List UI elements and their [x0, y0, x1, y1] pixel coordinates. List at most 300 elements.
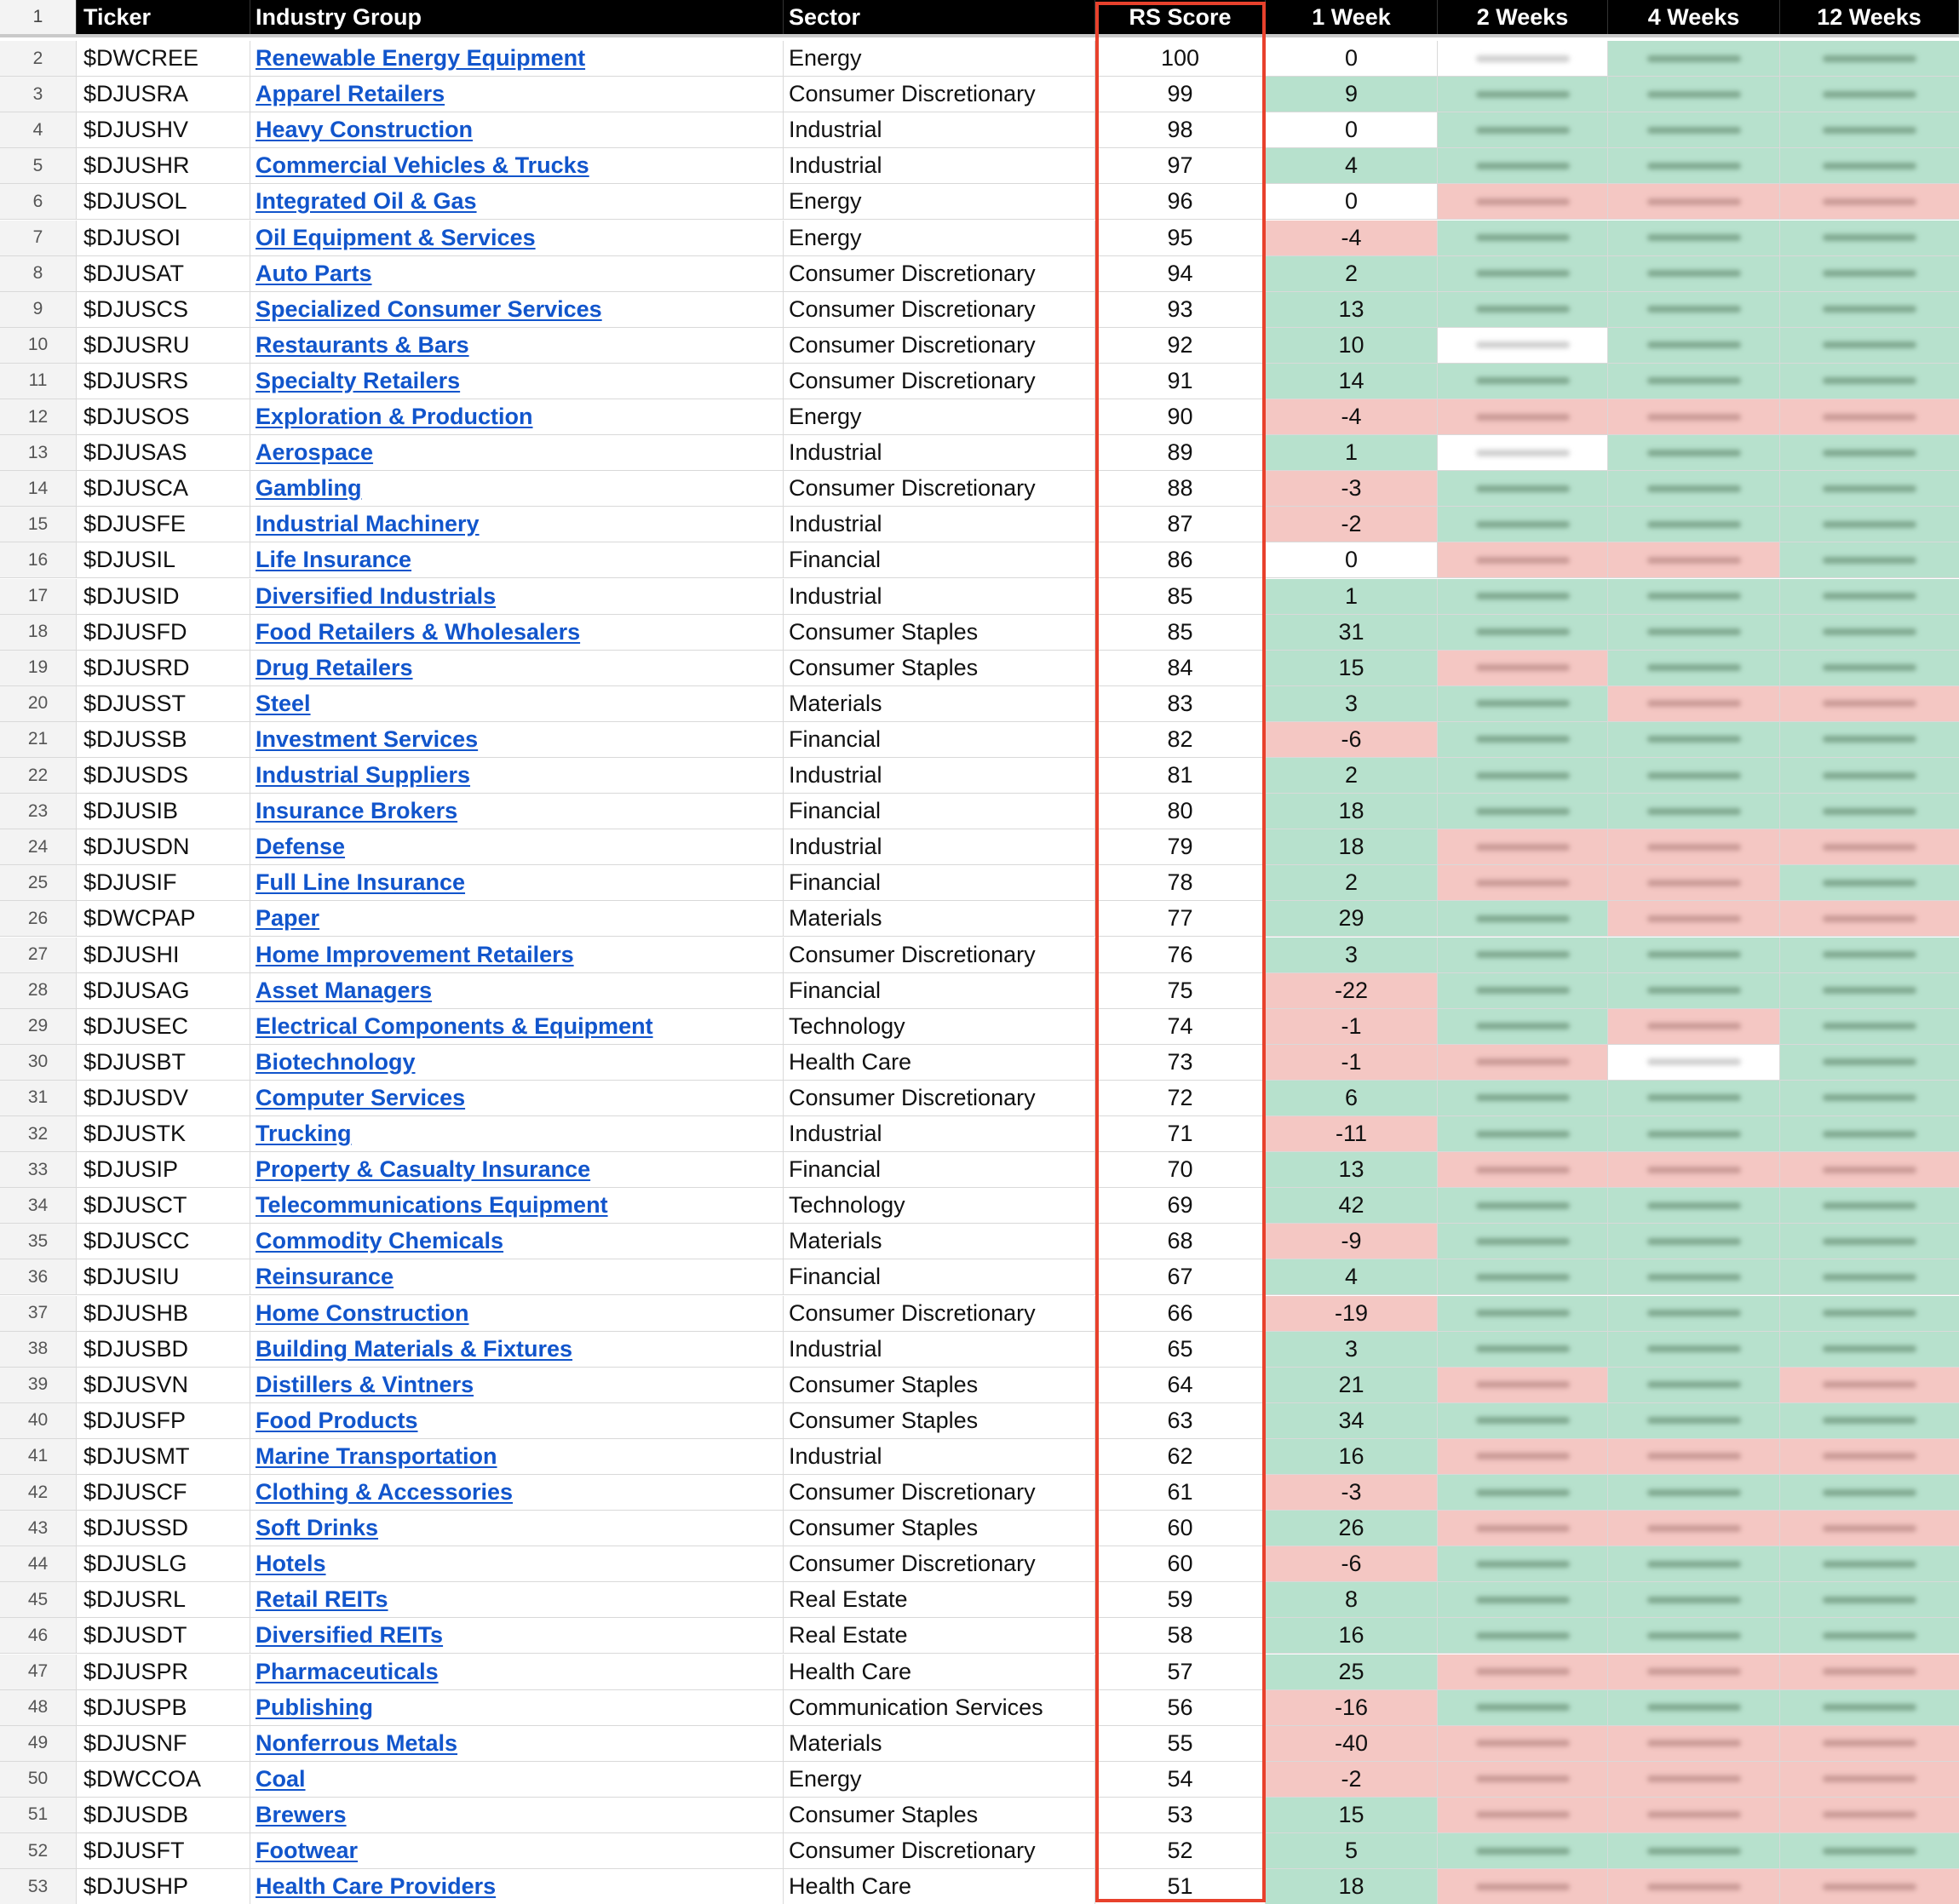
ticker-cell[interactable]: $DJUSBD — [77, 1332, 250, 1368]
week4-change-cell[interactable] — [1608, 938, 1780, 973]
sector-cell[interactable]: Consumer Staples — [784, 1511, 1095, 1546]
rs-score-cell[interactable]: 51 — [1095, 1869, 1266, 1904]
row-number[interactable]: 30 — [0, 1045, 77, 1081]
rs-score-cell[interactable]: 98 — [1095, 112, 1266, 148]
week1-change-cell[interactable]: 18 — [1266, 829, 1438, 865]
row-number[interactable]: 35 — [0, 1224, 77, 1259]
week2-change-cell[interactable] — [1438, 221, 1608, 256]
industry-group-cell[interactable] — [250, 651, 784, 686]
row-number-header[interactable]: 1 — [0, 0, 77, 34]
ticker-cell[interactable]: $DJUSDB — [77, 1798, 250, 1833]
industry-group-cell[interactable] — [250, 1009, 784, 1045]
week4-change-cell[interactable] — [1608, 829, 1780, 865]
sector-cell[interactable]: Financial — [784, 865, 1095, 901]
row-number[interactable]: 2 — [0, 41, 77, 77]
week12-change-cell[interactable] — [1780, 77, 1959, 112]
industry-group-link[interactable]: Trucking — [256, 1121, 352, 1147]
row-number[interactable]: 36 — [0, 1259, 77, 1295]
week12-change-cell[interactable] — [1780, 1762, 1959, 1798]
week12-change-cell[interactable] — [1780, 901, 1959, 937]
industry-group-cell[interactable] — [250, 112, 784, 148]
industry-group-cell[interactable] — [250, 471, 784, 507]
sector-cell[interactable]: Industrial — [784, 507, 1095, 542]
rs-score-cell[interactable]: 73 — [1095, 1045, 1266, 1081]
industry-group-cell[interactable] — [250, 41, 784, 77]
ticker-cell[interactable]: $DJUSIF — [77, 865, 250, 901]
ticker-cell[interactable]: $DJUSCT — [77, 1188, 250, 1224]
rs-score-cell[interactable]: 59 — [1095, 1582, 1266, 1618]
week4-change-cell[interactable] — [1608, 364, 1780, 399]
rs-score-cell[interactable]: 72 — [1095, 1081, 1266, 1116]
ticker-cell[interactable]: $DJUSAS — [77, 435, 250, 471]
ticker-cell[interactable]: $DJUSCC — [77, 1224, 250, 1259]
sector-cell[interactable]: Materials — [784, 686, 1095, 722]
sector-cell[interactable]: Consumer Discretionary — [784, 471, 1095, 507]
ticker-cell[interactable]: $DJUSCF — [77, 1475, 250, 1511]
rs-score-cell[interactable]: 53 — [1095, 1798, 1266, 1833]
row-number[interactable]: 32 — [0, 1116, 77, 1152]
week12-change-cell[interactable] — [1780, 1690, 1959, 1726]
week2-change-cell[interactable] — [1438, 1475, 1608, 1511]
industry-group-cell[interactable] — [250, 579, 784, 615]
row-number[interactable]: 4 — [0, 112, 77, 148]
week1-change-cell[interactable]: 13 — [1266, 1152, 1438, 1188]
industry-group-link[interactable]: Publishing — [256, 1694, 373, 1720]
week1-change-cell[interactable]: 1 — [1266, 579, 1438, 615]
industry-group-cell[interactable] — [250, 794, 784, 829]
week2-change-cell[interactable] — [1438, 1439, 1608, 1475]
industry-group-link[interactable]: Specialty Retailers — [256, 367, 461, 393]
industry-group-cell[interactable] — [250, 1188, 784, 1224]
industry-group-link[interactable]: Distillers & Vintners — [256, 1371, 474, 1397]
week1-change-cell[interactable]: 3 — [1266, 1332, 1438, 1368]
week12-change-cell[interactable] — [1780, 1259, 1959, 1295]
week2-change-cell[interactable] — [1438, 1116, 1608, 1152]
row-number[interactable]: 33 — [0, 1152, 77, 1188]
industry-group-cell[interactable] — [250, 1618, 784, 1654]
industry-group-cell[interactable] — [250, 256, 784, 292]
ticker-cell[interactable]: $DJUSRS — [77, 364, 250, 399]
ticker-cell[interactable]: $DJUSIU — [77, 1259, 250, 1295]
week2-change-cell[interactable] — [1438, 1152, 1608, 1188]
industry-group-cell[interactable] — [250, 1582, 784, 1618]
industry-group-cell[interactable] — [250, 1224, 784, 1259]
week4-change-cell[interactable] — [1608, 1009, 1780, 1045]
industry-group-cell[interactable] — [250, 1116, 784, 1152]
week1-column-header[interactable]: 1 Week — [1266, 0, 1438, 34]
week4-change-cell[interactable] — [1608, 1511, 1780, 1546]
industry-group-link[interactable]: Exploration & Production — [256, 404, 533, 430]
industry-group-cell[interactable] — [250, 1045, 784, 1081]
week2-change-cell[interactable] — [1438, 1009, 1608, 1045]
rs-score-cell[interactable]: 69 — [1095, 1188, 1266, 1224]
sector-cell[interactable]: Materials — [784, 1224, 1095, 1259]
week12-change-cell[interactable] — [1780, 1368, 1959, 1403]
ticker-cell[interactable]: $DJUSSD — [77, 1511, 250, 1546]
rs-score-cell[interactable]: 75 — [1095, 973, 1266, 1009]
ticker-cell[interactable]: $DJUSAT — [77, 256, 250, 292]
rs-score-cell[interactable]: 63 — [1095, 1403, 1266, 1439]
week12-change-cell[interactable] — [1780, 542, 1959, 578]
industry-group-link[interactable]: Computer Services — [256, 1084, 466, 1110]
rs-score-cell[interactable]: 60 — [1095, 1511, 1266, 1546]
rs-score-cell[interactable]: 90 — [1095, 399, 1266, 435]
week2-change-cell[interactable] — [1438, 1224, 1608, 1259]
industry-group-link[interactable]: Property & Casualty Insurance — [256, 1156, 591, 1183]
industry-group-link[interactable]: Insurance Brokers — [256, 798, 458, 824]
industry-group-link[interactable]: Reinsurance — [256, 1264, 394, 1290]
sector-cell[interactable]: Consumer Discretionary — [784, 292, 1095, 328]
row-number[interactable]: 49 — [0, 1726, 77, 1762]
week4-change-cell[interactable] — [1608, 507, 1780, 542]
sector-cell[interactable]: Consumer Discretionary — [784, 1475, 1095, 1511]
week2-change-cell[interactable] — [1438, 1368, 1608, 1403]
industry-group-link[interactable]: Integrated Oil & Gas — [256, 188, 477, 215]
week1-change-cell[interactable]: 4 — [1266, 148, 1438, 184]
rs-score-cell[interactable]: 64 — [1095, 1368, 1266, 1403]
rs-score-cell[interactable]: 57 — [1095, 1655, 1266, 1690]
week1-change-cell[interactable]: 2 — [1266, 865, 1438, 901]
sector-cell[interactable]: Health Care — [784, 1869, 1095, 1904]
industry-group-link[interactable]: Food Retailers & Wholesalers — [256, 618, 581, 645]
week2-change-cell[interactable] — [1438, 435, 1608, 471]
rs-score-cell[interactable]: 84 — [1095, 651, 1266, 686]
rs-score-cell[interactable]: 62 — [1095, 1439, 1266, 1475]
industry-group-link[interactable]: Steel — [256, 690, 311, 716]
rs-score-cell[interactable]: 88 — [1095, 471, 1266, 507]
week4-change-cell[interactable] — [1608, 1368, 1780, 1403]
industry-group-cell[interactable] — [250, 221, 784, 256]
week1-change-cell[interactable]: 5 — [1266, 1833, 1438, 1869]
industry-group-cell[interactable] — [250, 1332, 784, 1368]
industry-group-link[interactable]: Marine Transportation — [256, 1442, 497, 1469]
week4-change-cell[interactable] — [1608, 1081, 1780, 1116]
week12-change-cell[interactable] — [1780, 829, 1959, 865]
industry-group-link[interactable]: Biotechnology — [256, 1048, 416, 1075]
rs-score-cell[interactable]: 86 — [1095, 542, 1266, 578]
week2-change-cell[interactable] — [1438, 256, 1608, 292]
week1-change-cell[interactable]: 14 — [1266, 364, 1438, 399]
industry-group-link[interactable]: Specialized Consumer Services — [256, 295, 602, 322]
rs-score-cell[interactable]: 92 — [1095, 328, 1266, 364]
week2-change-cell[interactable] — [1438, 542, 1608, 578]
rs-score-cell[interactable]: 52 — [1095, 1833, 1266, 1869]
ticker-cell[interactable]: $DJUSOL — [77, 184, 250, 220]
week1-change-cell[interactable]: 2 — [1266, 256, 1438, 292]
row-number[interactable]: 26 — [0, 901, 77, 937]
sector-cell[interactable]: Consumer Discretionary — [784, 77, 1095, 112]
row-number[interactable]: 38 — [0, 1332, 77, 1368]
sector-cell[interactable]: Energy — [784, 1762, 1095, 1798]
week1-change-cell[interactable]: 42 — [1266, 1188, 1438, 1224]
industry-group-link[interactable]: Investment Services — [256, 725, 479, 752]
rs-score-cell[interactable]: 87 — [1095, 507, 1266, 542]
industry-group-link[interactable]: Coal — [256, 1765, 306, 1792]
week2-change-cell[interactable] — [1438, 579, 1608, 615]
ticker-cell[interactable]: $DJUSRL — [77, 1582, 250, 1618]
week2-column-header[interactable]: 2 Weeks — [1438, 0, 1608, 34]
ticker-cell[interactable]: $DJUSMT — [77, 1439, 250, 1475]
ticker-cell[interactable]: $DJUSEC — [77, 1009, 250, 1045]
ticker-cell[interactable]: $DJUSOS — [77, 399, 250, 435]
rs-score-cell[interactable]: 83 — [1095, 686, 1266, 722]
industry-group-cell[interactable] — [250, 184, 784, 220]
week2-change-cell[interactable] — [1438, 686, 1608, 722]
week12-change-cell[interactable] — [1780, 1475, 1959, 1511]
week4-change-cell[interactable] — [1608, 794, 1780, 829]
row-number[interactable]: 23 — [0, 794, 77, 829]
week2-change-cell[interactable] — [1438, 901, 1608, 937]
industry-group-link[interactable]: Industrial Suppliers — [256, 762, 471, 789]
week4-change-cell[interactable] — [1608, 722, 1780, 758]
week12-change-cell[interactable] — [1780, 41, 1959, 77]
week4-change-cell[interactable] — [1608, 542, 1780, 578]
week12-change-cell[interactable] — [1780, 1726, 1959, 1762]
industry-group-link[interactable]: Paper — [256, 905, 320, 932]
week12-change-cell[interactable] — [1780, 364, 1959, 399]
ticker-cell[interactable]: $DJUSHV — [77, 112, 250, 148]
industry-group-cell[interactable] — [250, 1475, 784, 1511]
week12-change-cell[interactable] — [1780, 1546, 1959, 1582]
week2-change-cell[interactable] — [1438, 112, 1608, 148]
week1-change-cell[interactable]: 31 — [1266, 615, 1438, 651]
week12-change-cell[interactable] — [1780, 328, 1959, 364]
week1-change-cell[interactable]: -6 — [1266, 1546, 1438, 1582]
sector-cell[interactable]: Consumer Discretionary — [784, 1546, 1095, 1582]
week12-change-cell[interactable] — [1780, 184, 1959, 220]
week1-change-cell[interactable]: 15 — [1266, 1798, 1438, 1833]
ticker-cell[interactable]: $DJUSTK — [77, 1116, 250, 1152]
industry-group-cell[interactable] — [250, 364, 784, 399]
industry-group-link[interactable]: Auto Parts — [256, 260, 372, 286]
week4-change-cell[interactable] — [1608, 901, 1780, 937]
week4-change-cell[interactable] — [1608, 1296, 1780, 1332]
week2-change-cell[interactable] — [1438, 507, 1608, 542]
sector-cell[interactable]: Industrial — [784, 148, 1095, 184]
ticker-cell[interactable]: $DJUSIB — [77, 794, 250, 829]
week4-change-cell[interactable] — [1608, 148, 1780, 184]
week12-change-cell[interactable] — [1780, 471, 1959, 507]
sector-cell[interactable]: Industrial — [784, 1332, 1095, 1368]
industry-group-link[interactable]: Diversified Industrials — [256, 582, 497, 609]
week2-change-cell[interactable] — [1438, 938, 1608, 973]
rs-score-cell[interactable]: 82 — [1095, 722, 1266, 758]
week1-change-cell[interactable]: 16 — [1266, 1439, 1438, 1475]
week1-change-cell[interactable]: -3 — [1266, 471, 1438, 507]
row-number[interactable]: 20 — [0, 686, 77, 722]
week4-change-cell[interactable] — [1608, 686, 1780, 722]
sector-cell[interactable]: Energy — [784, 399, 1095, 435]
week4-change-cell[interactable] — [1608, 1869, 1780, 1904]
week1-change-cell[interactable]: 0 — [1266, 184, 1438, 220]
week2-change-cell[interactable] — [1438, 1762, 1608, 1798]
sector-cell[interactable]: Consumer Discretionary — [784, 328, 1095, 364]
rs-score-cell[interactable]: 80 — [1095, 794, 1266, 829]
rs-score-cell[interactable]: 93 — [1095, 292, 1266, 328]
row-number[interactable]: 40 — [0, 1403, 77, 1439]
week12-change-cell[interactable] — [1780, 292, 1959, 328]
week1-change-cell[interactable]: 16 — [1266, 1618, 1438, 1654]
row-number[interactable]: 37 — [0, 1296, 77, 1332]
row-number[interactable]: 42 — [0, 1475, 77, 1511]
sector-cell[interactable]: Consumer Staples — [784, 1403, 1095, 1439]
sector-cell[interactable]: Technology — [784, 1009, 1095, 1045]
ticker-cell[interactable]: $DJUSVN — [77, 1368, 250, 1403]
week12-change-cell[interactable] — [1780, 1296, 1959, 1332]
week4-change-cell[interactable] — [1608, 77, 1780, 112]
week4-change-cell[interactable] — [1608, 1116, 1780, 1152]
rs-score-cell[interactable]: 55 — [1095, 1726, 1266, 1762]
industry-group-cell[interactable] — [250, 1439, 784, 1475]
week4-change-cell[interactable] — [1608, 221, 1780, 256]
week2-change-cell[interactable] — [1438, 1798, 1608, 1833]
ticker-cell[interactable]: $DJUSCA — [77, 471, 250, 507]
sector-cell[interactable]: Industrial — [784, 829, 1095, 865]
industry-group-cell[interactable] — [250, 1152, 784, 1188]
industry-group-link[interactable]: Oil Equipment & Services — [256, 224, 536, 250]
week4-change-cell[interactable] — [1608, 1439, 1780, 1475]
sector-cell[interactable]: Energy — [784, 41, 1095, 77]
sector-cell[interactable]: Energy — [784, 221, 1095, 256]
week2-change-cell[interactable] — [1438, 1332, 1608, 1368]
week2-change-cell[interactable] — [1438, 1403, 1608, 1439]
week12-change-cell[interactable] — [1780, 1332, 1959, 1368]
sector-cell[interactable]: Industrial — [784, 1116, 1095, 1152]
industry-group-cell[interactable] — [250, 1403, 784, 1439]
week1-change-cell[interactable]: 21 — [1266, 1368, 1438, 1403]
rs-score-column-header[interactable]: RS Score — [1095, 0, 1266, 34]
industry-group-cell[interactable] — [250, 1869, 784, 1904]
week4-change-cell[interactable] — [1608, 865, 1780, 901]
sector-cell[interactable]: Consumer Staples — [784, 615, 1095, 651]
row-number[interactable]: 10 — [0, 328, 77, 364]
industry-group-cell[interactable] — [250, 865, 784, 901]
week4-change-cell[interactable] — [1608, 1259, 1780, 1295]
week1-change-cell[interactable]: 13 — [1266, 292, 1438, 328]
industry-group-cell[interactable] — [250, 1726, 784, 1762]
week1-change-cell[interactable]: -11 — [1266, 1116, 1438, 1152]
row-number[interactable]: 50 — [0, 1762, 77, 1798]
week4-change-cell[interactable] — [1608, 758, 1780, 794]
row-number[interactable]: 21 — [0, 722, 77, 758]
week1-change-cell[interactable]: 0 — [1266, 41, 1438, 77]
week12-change-cell[interactable] — [1780, 1224, 1959, 1259]
week2-change-cell[interactable] — [1438, 1582, 1608, 1618]
industry-group-cell[interactable] — [250, 901, 784, 937]
week1-change-cell[interactable]: 15 — [1266, 651, 1438, 686]
week12-change-cell[interactable] — [1780, 1116, 1959, 1152]
rs-score-cell[interactable]: 70 — [1095, 1152, 1266, 1188]
rs-score-cell[interactable]: 96 — [1095, 184, 1266, 220]
industry-group-link[interactable]: Home Construction — [256, 1299, 469, 1326]
rs-score-cell[interactable]: 68 — [1095, 1224, 1266, 1259]
week2-change-cell[interactable] — [1438, 399, 1608, 435]
week4-change-cell[interactable] — [1608, 651, 1780, 686]
rs-score-cell[interactable]: 97 — [1095, 148, 1266, 184]
ticker-cell[interactable]: $DWCPAP — [77, 901, 250, 937]
week2-change-cell[interactable] — [1438, 184, 1608, 220]
rs-score-cell[interactable]: 74 — [1095, 1009, 1266, 1045]
week2-change-cell[interactable] — [1438, 41, 1608, 77]
week4-change-cell[interactable] — [1608, 1403, 1780, 1439]
week1-change-cell[interactable]: -2 — [1266, 507, 1438, 542]
row-number[interactable]: 34 — [0, 1188, 77, 1224]
industry-group-cell[interactable] — [250, 542, 784, 578]
week12-change-cell[interactable] — [1780, 256, 1959, 292]
ticker-cell[interactable]: $DJUSID — [77, 579, 250, 615]
row-number[interactable]: 43 — [0, 1511, 77, 1546]
week2-change-cell[interactable] — [1438, 722, 1608, 758]
week12-change-cell[interactable] — [1780, 615, 1959, 651]
week12-change-cell[interactable] — [1780, 1439, 1959, 1475]
industry-group-link[interactable]: Pharmaceuticals — [256, 1658, 439, 1684]
ticker-cell[interactable]: $DJUSRU — [77, 328, 250, 364]
sector-cell[interactable]: Health Care — [784, 1045, 1095, 1081]
week1-change-cell[interactable]: 1 — [1266, 435, 1438, 471]
week12-change-cell[interactable] — [1780, 1582, 1959, 1618]
row-number[interactable]: 45 — [0, 1582, 77, 1618]
ticker-cell[interactable]: $DWCCOA — [77, 1762, 250, 1798]
week2-change-cell[interactable] — [1438, 1511, 1608, 1546]
sector-cell[interactable]: Consumer Staples — [784, 651, 1095, 686]
week2-change-cell[interactable] — [1438, 471, 1608, 507]
sector-cell[interactable]: Consumer Discretionary — [784, 364, 1095, 399]
ticker-cell[interactable]: $DJUSHR — [77, 148, 250, 184]
row-number[interactable]: 31 — [0, 1081, 77, 1116]
ticker-cell[interactable]: $DJUSIP — [77, 1152, 250, 1188]
row-number[interactable]: 17 — [0, 579, 77, 615]
sector-cell[interactable]: Materials — [784, 901, 1095, 937]
row-number[interactable]: 24 — [0, 829, 77, 865]
industry-group-cell[interactable] — [250, 722, 784, 758]
week2-change-cell[interactable] — [1438, 1833, 1608, 1869]
industry-group-cell[interactable] — [250, 615, 784, 651]
sector-cell[interactable]: Financial — [784, 973, 1095, 1009]
week4-change-cell[interactable] — [1608, 1224, 1780, 1259]
week1-change-cell[interactable]: 10 — [1266, 328, 1438, 364]
industry-group-cell[interactable] — [250, 328, 784, 364]
row-number[interactable]: 18 — [0, 615, 77, 651]
industry-group-link[interactable]: Industrial Machinery — [256, 511, 480, 537]
week1-change-cell[interactable]: 8 — [1266, 1582, 1438, 1618]
week2-change-cell[interactable] — [1438, 77, 1608, 112]
week4-change-cell[interactable] — [1608, 256, 1780, 292]
week12-change-cell[interactable] — [1780, 507, 1959, 542]
week2-change-cell[interactable] — [1438, 865, 1608, 901]
rs-score-cell[interactable]: 79 — [1095, 829, 1266, 865]
sector-cell[interactable]: Communication Services — [784, 1690, 1095, 1726]
rs-score-cell[interactable]: 58 — [1095, 1618, 1266, 1654]
sector-cell[interactable]: Consumer Discretionary — [784, 938, 1095, 973]
week2-change-cell[interactable] — [1438, 1045, 1608, 1081]
week1-change-cell[interactable]: 4 — [1266, 1259, 1438, 1295]
row-number[interactable]: 48 — [0, 1690, 77, 1726]
week1-change-cell[interactable]: 29 — [1266, 901, 1438, 937]
industry-group-link[interactable]: Food Products — [256, 1407, 418, 1433]
industry-group-link[interactable]: Commodity Chemicals — [256, 1228, 504, 1254]
week1-change-cell[interactable]: 26 — [1266, 1511, 1438, 1546]
ticker-cell[interactable]: $DJUSPB — [77, 1690, 250, 1726]
sector-cell[interactable]: Industrial — [784, 435, 1095, 471]
week4-change-cell[interactable] — [1608, 1045, 1780, 1081]
week2-change-cell[interactable] — [1438, 794, 1608, 829]
week4-change-cell[interactable] — [1608, 1690, 1780, 1726]
week1-change-cell[interactable]: 3 — [1266, 938, 1438, 973]
week4-change-cell[interactable] — [1608, 1762, 1780, 1798]
week2-change-cell[interactable] — [1438, 148, 1608, 184]
sector-cell[interactable]: Consumer Staples — [784, 1798, 1095, 1833]
rs-score-cell[interactable]: 71 — [1095, 1116, 1266, 1152]
